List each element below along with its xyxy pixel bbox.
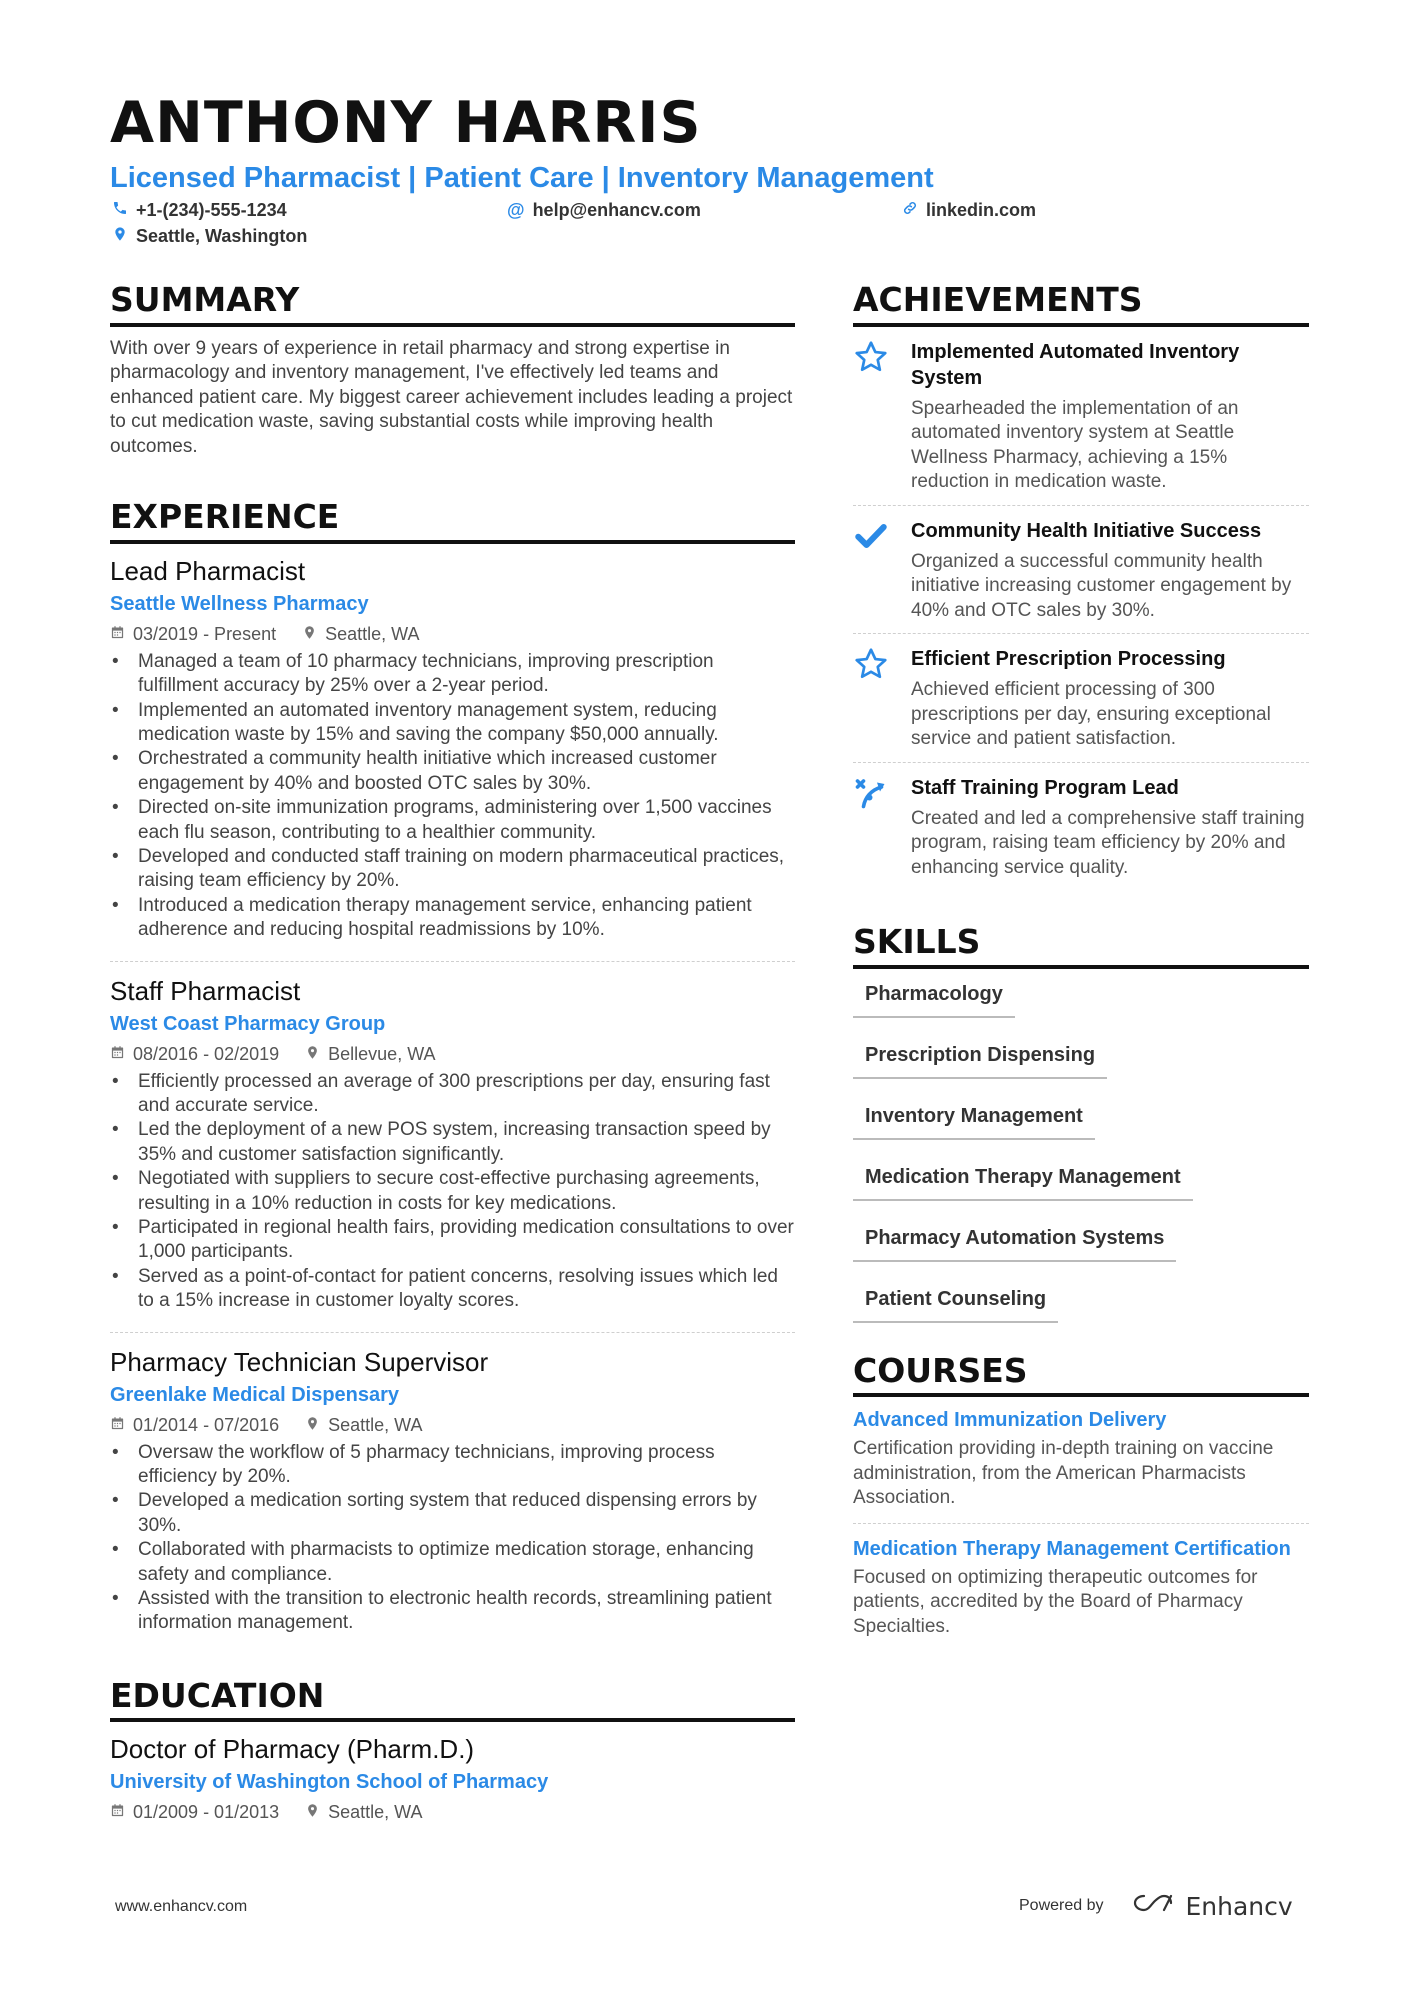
- bullet-item: • Negotiated with suppliers to secure cost-effective purchasing agreements, resulting in a 10% reduction in costs for key medications.: [110, 1167, 795, 1216]
- enhancv-logo[interactable]: [1130, 1890, 1293, 1922]
- calendar-icon: [110, 622, 125, 646]
- phone-icon: [112, 200, 128, 221]
- school-name: University of Washington School of Pharmacy: [110, 1771, 549, 1794]
- bullet-item: • Efficiently processed an average of 300 prescriptions per day, ensuring fast and accurate service.: [110, 1070, 795, 1119]
- bullet-item: • Assisted with the transition to electronic health records, streamlining patient information management.: [110, 1587, 795, 1636]
- location-pin-icon: [305, 1042, 320, 1066]
- checkmark-icon: [853, 518, 911, 624]
- bullet-item: • Participated in regional health fairs, providing medication consultations to over 1,000 participants.: [110, 1216, 795, 1265]
- job-dates: 03/2019 - Present: [133, 623, 277, 644]
- job-entry: [110, 554, 795, 949]
- skills-list: [853, 973, 1309, 1339]
- phone-text: +1-(234)-555-1234: [136, 200, 287, 220]
- location-pin-icon: [302, 622, 317, 646]
- achievement-desc: Organized a successful community health initiative increasing customer engagement by 40% and OTC sales by 30%.: [911, 550, 1292, 621]
- skill-tag: Prescription Dispensing: [853, 1034, 1107, 1079]
- candidate-name: ANTHONY HARRIS: [110, 90, 702, 156]
- achievement-title: Community Health Initiative Success: [911, 519, 1262, 542]
- achievements-section: [853, 280, 1309, 890]
- education-section: [110, 1676, 795, 1825]
- star-icon: [853, 646, 911, 752]
- skills-section: [853, 922, 1309, 1339]
- phone-contact[interactable]: [112, 200, 287, 221]
- achievement-title: Staff Training Program Lead: [911, 776, 1179, 799]
- job-bullets: [110, 1441, 795, 1636]
- experience-section: [110, 497, 795, 1642]
- job-location: Bellevue, WA: [328, 1043, 436, 1064]
- bullet-item: • Developed and conducted staff training on modern pharmaceutical practices, raising team efficiency by 20%.: [110, 845, 795, 894]
- divider: [110, 1332, 795, 1333]
- skill-tag: Pharmacy Automation Systems: [853, 1217, 1176, 1262]
- course-item: [853, 1536, 1309, 1640]
- achievement-desc: Achieved efficient processing of 300 prescriptions per day, ensuring exceptional service and patient satisfaction.: [911, 679, 1271, 750]
- bullet-item: • Served as a point-of-contact for patient concerns, resolving issues which led to a 15% increase in customer loyalty scores.: [110, 1265, 795, 1314]
- achievement-desc: Created and led a comprehensive staff training program, raising team efficiency by 20% and enhancing service quality.: [911, 807, 1305, 878]
- divider: [110, 961, 795, 962]
- achievement-title: Efficient Prescription Processing: [911, 648, 1226, 671]
- summary-section: [110, 280, 795, 459]
- job-title: Staff Pharmacist: [110, 975, 301, 1006]
- skill-tag: Inventory Management: [853, 1095, 1095, 1140]
- course-title: Medication Therapy Management Certification: [853, 1537, 1291, 1560]
- achievement-desc: Spearheaded the implementation of an automated inventory system at Seattle Wellness Pharmacy, achieving a 15% reduction in medication waste.: [911, 397, 1239, 493]
- footer-powered: [1019, 1890, 1293, 1922]
- location-pin-icon: [305, 1800, 320, 1824]
- email-contact[interactable]: [507, 200, 701, 221]
- bullet-item: • Introduced a medication therapy management service, enhancing patient adherence and reducing hospital readmissions by 10%.: [110, 894, 795, 943]
- course-desc: Focused on optimizing therapeutic outcomes for patients, accredited by the Board of Pharmacy Specialties.: [853, 1566, 1258, 1637]
- link-contact[interactable]: [902, 200, 1036, 221]
- skills-heading: SKILLS: [853, 922, 1309, 969]
- bullet-item: • Oversaw the workflow of 5 pharmacy technicians, improving process efficiency by 20%.: [110, 1441, 795, 1490]
- at-icon: @: [507, 200, 525, 220]
- left-column: [110, 280, 795, 1828]
- achievement-title: Implemented Automated Inventory System: [911, 340, 1240, 389]
- achievement-item: [853, 327, 1309, 505]
- courses-section: [853, 1351, 1309, 1640]
- divider: [853, 1523, 1309, 1524]
- bullet-item: • Implemented an automated inventory management system, reducing medication waste by 15% and saving the company $50,000 annually.: [110, 699, 795, 748]
- course-item: [853, 1407, 1309, 1511]
- bullet-item: • Orchestrated a community health initiative which increased customer engagement by 40% and boosted OTC sales by 30%.: [110, 747, 795, 796]
- degree-title: Doctor of Pharmacy (Pharm.D.): [110, 1734, 475, 1765]
- location-pin-icon: [112, 226, 128, 247]
- achievement-item: [853, 634, 1309, 762]
- bullet-item: • Led the deployment of a new POS system, increasing transaction speed by 35% and customer satisfaction significantly.: [110, 1118, 795, 1167]
- education-dates: 01/2009 - 01/2013: [133, 1802, 280, 1823]
- job-meta: [110, 622, 795, 646]
- achievements-heading: ACHIEVEMENTS: [853, 280, 1309, 327]
- headline: Licensed Pharmacist | Patient Care | Inventory Management: [110, 162, 934, 194]
- location-pin-icon: [305, 1413, 320, 1437]
- skill-tag: Medication Therapy Management: [853, 1156, 1193, 1201]
- education-meta: [110, 1800, 795, 1824]
- skill-tag: Patient Counseling: [853, 1278, 1058, 1323]
- job-location: Seattle, WA: [328, 1414, 423, 1435]
- job-entry: [110, 974, 795, 1320]
- enhancv-logo-icon: [1130, 1890, 1176, 1922]
- courses-heading: COURSES: [853, 1351, 1309, 1398]
- bullet-item: • Managed a team of 10 pharmacy technicians, improving prescription fulfillment accuracy by 25% over a 2-year period.: [110, 650, 795, 699]
- email-text: help@enhancv.com: [532, 200, 701, 220]
- education-heading: EDUCATION: [110, 1676, 795, 1723]
- summary-text: With over 9 years of experience in retail pharmacy and strong expertise in pharmacology and inventory management, I've effectively led teams and enhanced patient care. My biggest career achievement includes leading a project to cut medication waste, saving substantial costs while improving health outcomes.: [110, 337, 793, 457]
- job-meta: [110, 1042, 795, 1066]
- achievement-item: [853, 763, 1309, 891]
- job-dates: 01/2014 - 07/2016: [133, 1414, 280, 1435]
- company-name: Seattle Wellness Pharmacy: [110, 592, 369, 615]
- location-contact: [112, 226, 307, 247]
- job-bullets: [110, 1070, 795, 1314]
- bullet-item: • Directed on-site immunization programs, administering over 1,500 vaccines each flu season, contributing to a healthier community.: [110, 796, 795, 845]
- education-location: Seattle, WA: [328, 1802, 423, 1823]
- link-icon: [902, 200, 918, 221]
- location-text: Seattle, Washington: [136, 226, 308, 246]
- course-title: Advanced Immunization Delivery: [853, 1409, 1167, 1432]
- company-name: West Coast Pharmacy Group: [110, 1012, 386, 1035]
- enhancv-logo-text: Enhancv: [1185, 1891, 1293, 1921]
- skill-tag: Pharmacology: [853, 973, 1015, 1018]
- company-name: Greenlake Medical Dispensary: [110, 1383, 400, 1406]
- job-entry: [110, 1345, 795, 1642]
- job-dates: 08/2016 - 02/2019: [133, 1043, 280, 1064]
- course-desc: Certification providing in-depth training on vaccine administration, from the American Pharmacists Association.: [853, 1438, 1274, 1509]
- strategy-icon: [853, 775, 911, 881]
- footer-website[interactable]: www.enhancv.com: [115, 1898, 248, 1915]
- right-column: [853, 280, 1309, 1639]
- job-meta: [110, 1413, 795, 1437]
- calendar-icon: [110, 1042, 125, 1066]
- job-title: Lead Pharmacist: [110, 555, 306, 586]
- summary-heading: SUMMARY: [110, 280, 795, 327]
- bullet-item: • Developed a medication sorting system that reduced dispensing errors by 30%.: [110, 1489, 795, 1538]
- achievement-item: [853, 506, 1309, 634]
- bullet-item: • Collaborated with pharmacists to optimize medication storage, enhancing safety and compliance.: [110, 1538, 795, 1587]
- experience-heading: EXPERIENCE: [110, 497, 795, 544]
- job-title: Pharmacy Technician Supervisor: [110, 1346, 489, 1377]
- link-text: linkedin.com: [926, 200, 1037, 220]
- powered-by-label: Powered by: [1019, 1897, 1104, 1914]
- calendar-icon: [110, 1413, 125, 1437]
- job-bullets: [110, 650, 795, 943]
- calendar-icon: [110, 1800, 125, 1824]
- star-icon: [853, 339, 911, 495]
- job-location: Seattle, WA: [325, 623, 420, 644]
